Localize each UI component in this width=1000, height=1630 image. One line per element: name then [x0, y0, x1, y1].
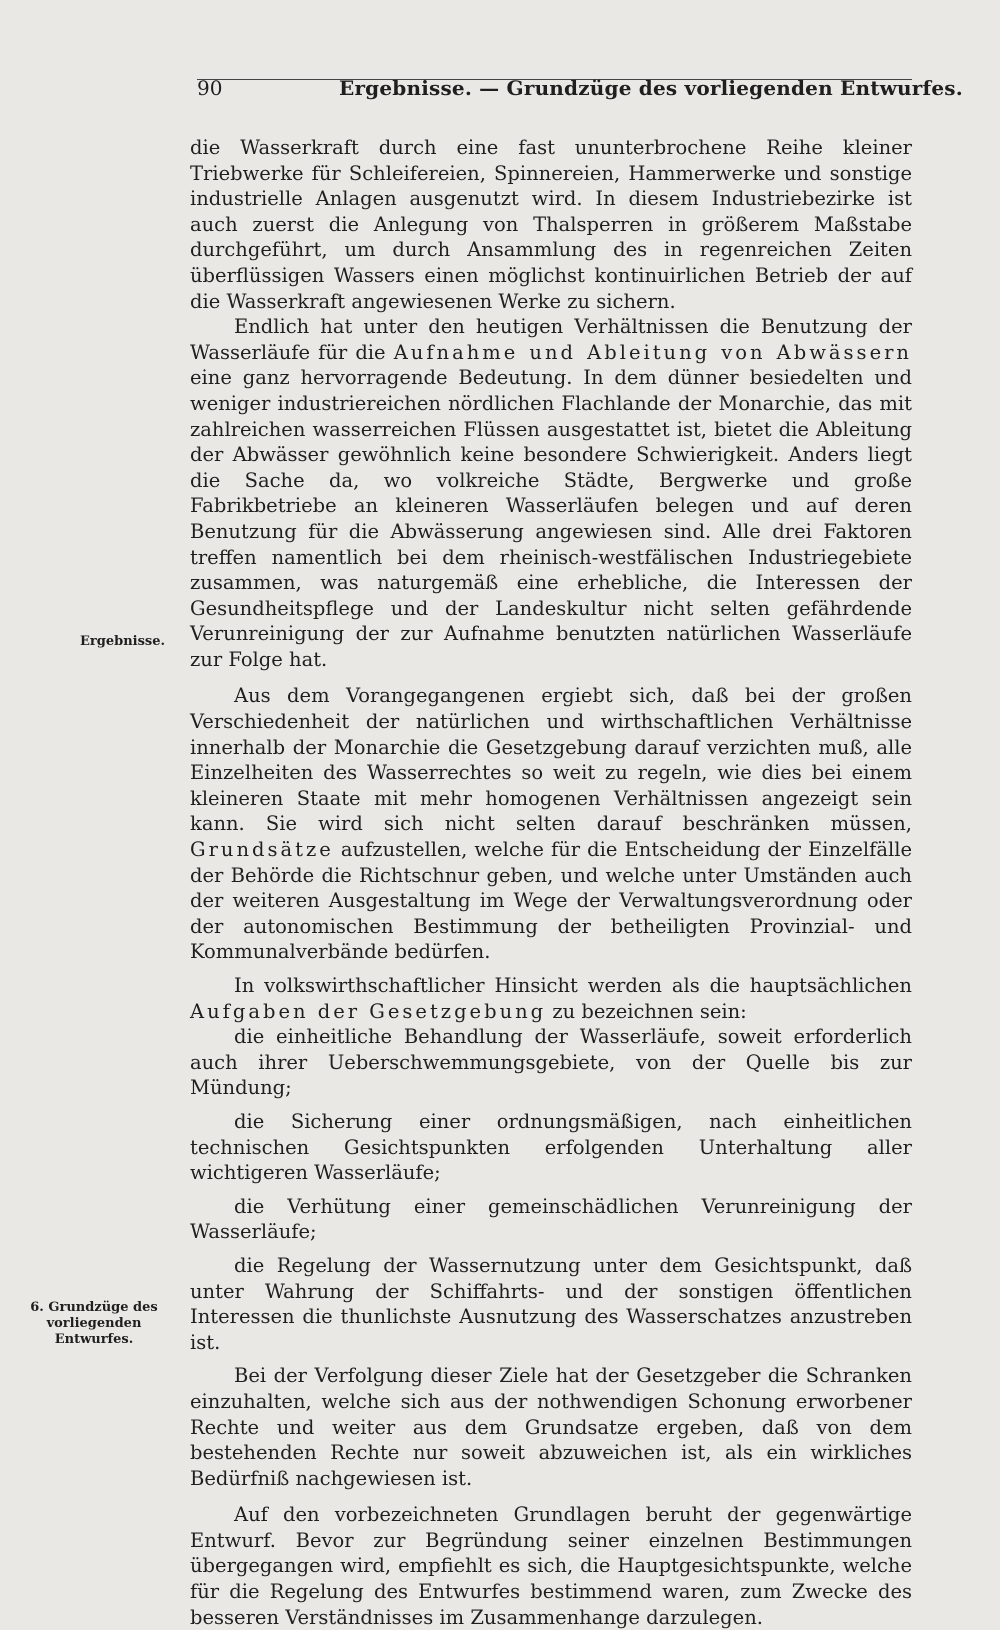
task-list — [190, 1024, 912, 1355]
paragraph-3-part-b: aufzustellen, welche für die Entscheidung der Einzelfälle der Behörde die Richtschnur geben, und welche unter Umständen auch der weiteren Ausgestaltung im Wege der Verwaltungsverordnung oder der autonomischen Bestimmung der betheiligten Provinzial- und Kommunalverbände bedürfen. — [190, 838, 912, 964]
paragraph-4-part-a: In volkswirthschaftlicher Hinsicht werden als die hauptsächlichen — [234, 974, 912, 997]
paragraph-3-emphasis: Grundsätze — [190, 838, 334, 862]
list-item: die Regelung der Wassernutzung unter dem Gesichtspunkt, daß unter Wahrung der Schiffahrts- und der sonstigen öffentlichen Interessen die thunlichste Ausnutzung des Wasserschatzes anzustreben ist. — [190, 1253, 912, 1354]
paragraph-3 — [190, 683, 912, 965]
list-item: die Sicherung einer ordnungsmäßigen, nach einheitlichen technischen Gesichtspunkten erfolgenden Unterhaltung aller wichtigeren Wasserläufe; — [190, 1109, 912, 1185]
body-text — [190, 135, 912, 1630]
page-header — [197, 76, 963, 100]
margin-note-ergebnisse: Ergebnisse. — [80, 634, 166, 649]
paragraph-6: Auf den vorbezeichneten Grundlagen beruht der gegenwärtige Entwurf. Bevor zur Begründung seiner einzelnen Bestimmungen übergegangen wird, empfiehlt es sich, die Hauptgesichtspunkte, welche für die Regelung des Entwurfes bestimmend waren, zum Zwecke des besseren Verständnisses im Zusammenhange darzulegen. — [190, 1503, 912, 1629]
list-item: die einheitliche Behandlung der Wasserläufe, soweit erforderlich auch ihrer Ueberschwemmungsgebiete, von der Quelle bis zur Mündung; — [190, 1025, 912, 1100]
paragraph-4-part-b: zu bezeichnen sein: — [552, 999, 747, 1023]
list-item: die Verhütung einer gemeinschädlichen Verunreinigung der Wasserläufe; — [190, 1194, 912, 1244]
paragraph-1: die Wasserkraft durch eine fast ununterbrochene Reihe kleiner Triebwerke für Schleifereien, Spinnereien, Hammerwerke und sonstige industrielle Anlagen ausgenutzt wird. In diesem Industriebezirke ist auch zuerst die Anlegung von Thalsperren in größerem Maßstabe durchgeführt, um durch Ansammlung des in regenreichen Zeiten überflüssigen Wassers einen möglichst kontinuirlichen Betrieb der auf die Wasserkraft angewiesenen Werke zu sichern. — [190, 136, 912, 313]
paragraph-4-emphasis: Aufgaben der Gesetzgebung — [190, 999, 547, 1023]
paragraph-5: Bei der Verfolgung dieser Ziele hat der Gesetzgeber die Schranken einzuhalten, welche sich aus der nothwendigen Schonung erworbener Rechte und weiter aus dem Grundsatze ergeben, daß von dem bestehenden Rechte nur soweit abzuweichen ist, als ein wirkliches Bedürfniß nachgewiesen ist. — [190, 1364, 912, 1490]
running-head: Ergebnisse. — Grundzüge des vorliegenden Entwurfes. — [339, 76, 963, 100]
paragraph-2-part-b: eine ganz hervorragende Bedeutung. In dem dünner besiedelten und weniger industriereichen nördlichen Flachlande der Monarchie, das mit zahlreichen wasserreichen Flüssen ausgestattet ist, bietet die Ableitung der Abwässer gewöhnlich keine besondere Schwierigkeit. Anders liegt die Sache da, wo volkreiche Städte, Bergwerke und große Fabrikbetriebe an kleineren Wasserläufen belegen und auf deren Benutzung für die Abwässerung angewiesen sind. Alle drei Faktoren treffen namentlich bei dem rheinisch-westfälischen Industriegebiete zusammen, was naturgemäß eine erhebliche, die Interessen der Gesundheitspflege und der Landeskultur nicht selten gefährdende Verunreinigung der zur Aufnahme benutzten natürlichen Wasserläufe zur Folge hat. — [190, 366, 912, 671]
paragraph-2-emphasis: Aufnahme und Ableitung von Abwässern — [393, 340, 912, 364]
paragraph-2-part-a: Endlich hat unter den heutigen Verhältnissen die Benutzung der Wasserläufe für die — [190, 315, 912, 364]
paragraph-2 — [190, 314, 912, 672]
page-number: 90 — [197, 76, 223, 100]
paragraph-3-part-a: Aus dem Vorangegangenen ergiebt sich, daß bei der großen Verschiedenheit der natürlichen und wirthschaftlichen Verhältnisse innerhalb der Monarchie die Gesetzgebung darauf verzichten muß, alle Einzelheiten des Wasserrechtes so weit zu regeln, wie dies bei einem kleineren Staate mit mehr homogenen Verhältnissen angezeigt sein kann. Sie wird sich nicht selten darauf beschränken müssen, — [190, 684, 912, 836]
paragraph-4 — [190, 973, 912, 1024]
margin-note-grundzuege: 6. Grundzüge des vorliegenden Entwurfes. — [30, 1300, 158, 1347]
